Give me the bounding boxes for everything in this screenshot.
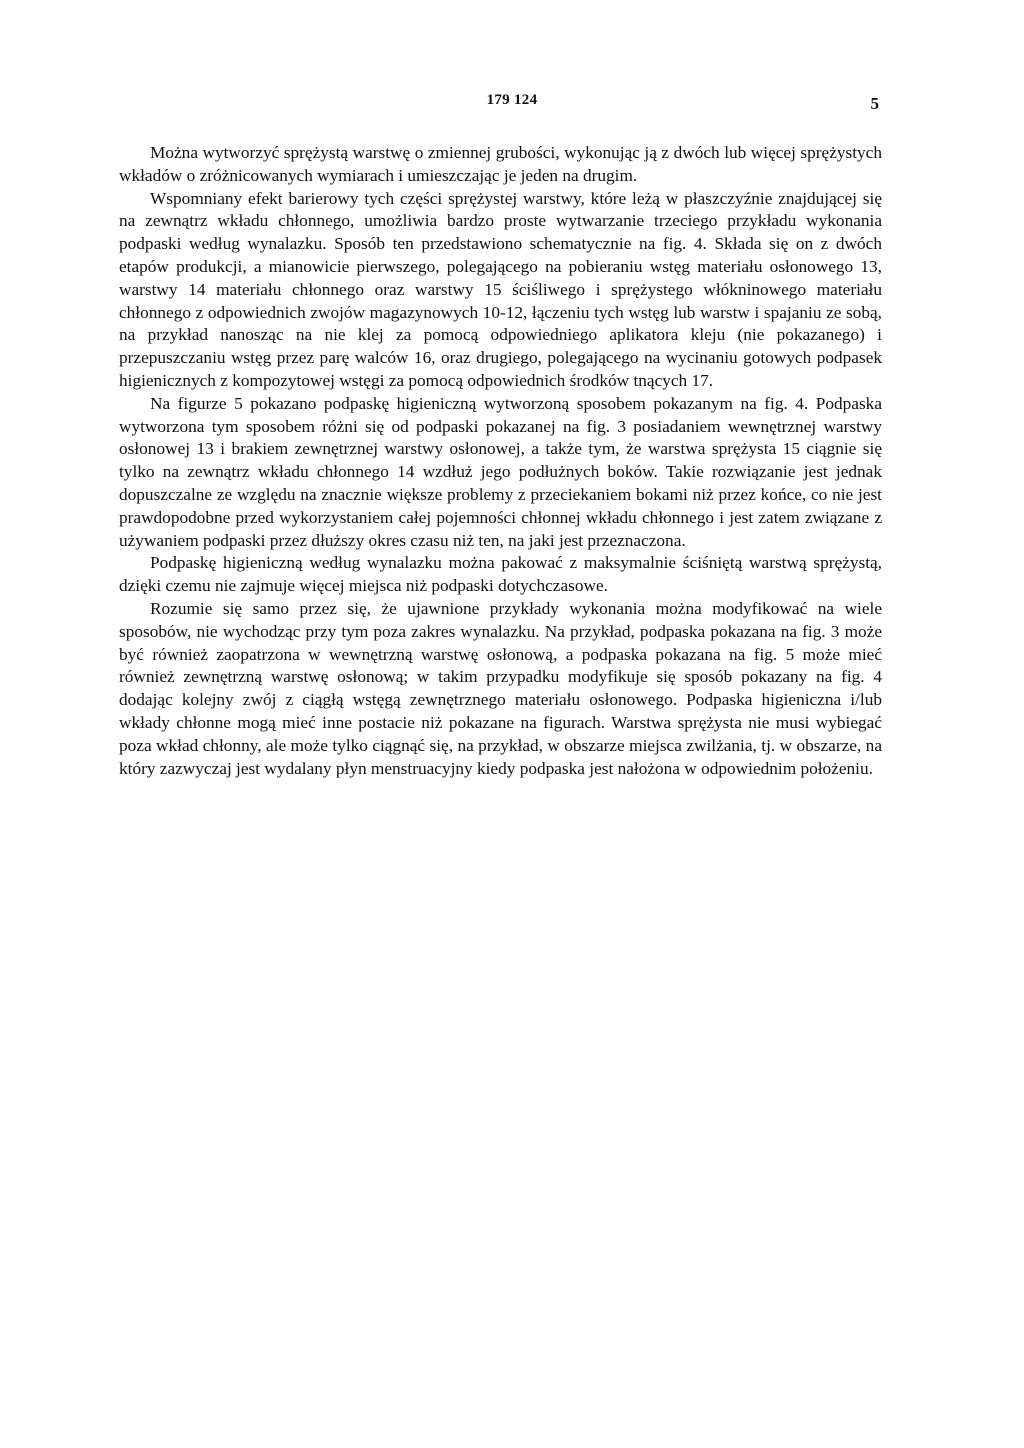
paragraph-4: Podpaskę higieniczną według wynalazku można pakować z maksymalnie ściśniętą warstwą sprężystą, dzięki czemu nie zajmuje więcej miejsca niż podpaski dotychczasowe. (119, 553, 882, 596)
body-text (119, 142, 882, 780)
page-number: 5 (870, 94, 879, 113)
paragraph-1: Można wytworzyć sprężystą warstwę o zmiennej grubości, wykonując ją z dwóch lub więcej sprężystych wkładów o zróżnicowanych wymiarach i umieszczając je jeden na drugim. (119, 143, 882, 185)
paragraph-5: Rozumie się samo przez się, że ujawnione przykłady wykonania można modyfikować na wiele sposobów, nie wychodząc przy tym poza zakres wynalazku. Na przykład, podpaska pokazana na fig. 3 może być również zaopatrzona w wewnętrzną warstwę osłonową, a podpaska pokazana na fig. 5 może mieć również zewnętrzną warstwę osłonową; w takim przypadku modyfikuje się sposób pokazany na fig. 4 dodając kolejny zwój z ciągłą wstęgą zewnętrznego materiału osłonowego. Podpaska higieniczna i/lub wkłady chłonne mogą mieć inne postacie niż pokazane na figurach. Warstwa sprężysta nie musi wybiegać poza wkład chłonny, ale może tylko ciągnąć się, na przykład, w obszarze miejsca zwilżania, tj. w obszarze, na który zazwyczaj jest wydalany płyn menstruacyjny kiedy podpaska jest nałożona w odpowiednim położeniu. (119, 598, 882, 778)
page-header (0, 92, 1024, 118)
paragraph-3: Na figurze 5 pokazano podpaskę higieniczną wytworzoną sposobem pokazanym na fig. 4. Podpaska wytworzona tym sposobem różni się od podpaski pokazanej na fig. 3 posiadaniem wewnętrznej warstwy osłonowej 13 i brakiem zewnętrznej warstwy osłonowej, a także tym, że warstwa sprężysta 15 ciągnie się tylko na zewnątrz wkładu chłonnego 14 wzdłuż jego podłużnych boków. Takie rozwiązanie jest jednak dopuszczalne ze względu na znacznie większe problemy z przeciekaniem bokami niż przez końce, co nie jest prawdopodobne przed wykorzystaniem całej pojemności chłonnej wkładu chłonnego i jest zatem związane z używaniem podpaski przez dłuższy okres czasu niż ten, na jaki jest przeznaczona. (119, 393, 882, 550)
patent-number: 179 124 (486, 92, 538, 108)
paragraph-2: Wspomniany efekt barierowy tych części sprężystej warstwy, które leżą w płaszczyźnie znajdującej się na zewnątrz wkładu chłonnego, umożliwia bardzo proste wytwarzanie trzeciego przykładu wykonania podpaski według wynalazku. Sposób ten przedstawiono schematycznie na fig. 4. Składa się on z dwóch etapów produkcji, a mianowicie pierwszego, polegającego na pobieraniu wstęg materiału osłonowego 13, warstwy 14 materiału chłonnego oraz warstwy 15 ściśliwego i sprężystego włókninowego materiału chłonnego z odpowiednich zwojów magazynowych 10-12, łączeniu tych wstęg lub warstw i spajaniu ze sobą, na przykład nanosząc na nie klej za pomocą odpowiedniego aplikatora kleju (nie pokazanego) i przepuszczaniu wstęg przez parę walców 16, oraz drugiego, polegającego na wycinaniu gotowych podpasek higienicznych z kompozytowej wstęgi za pomocą odpowiednich środków tnących 17. (119, 188, 882, 390)
